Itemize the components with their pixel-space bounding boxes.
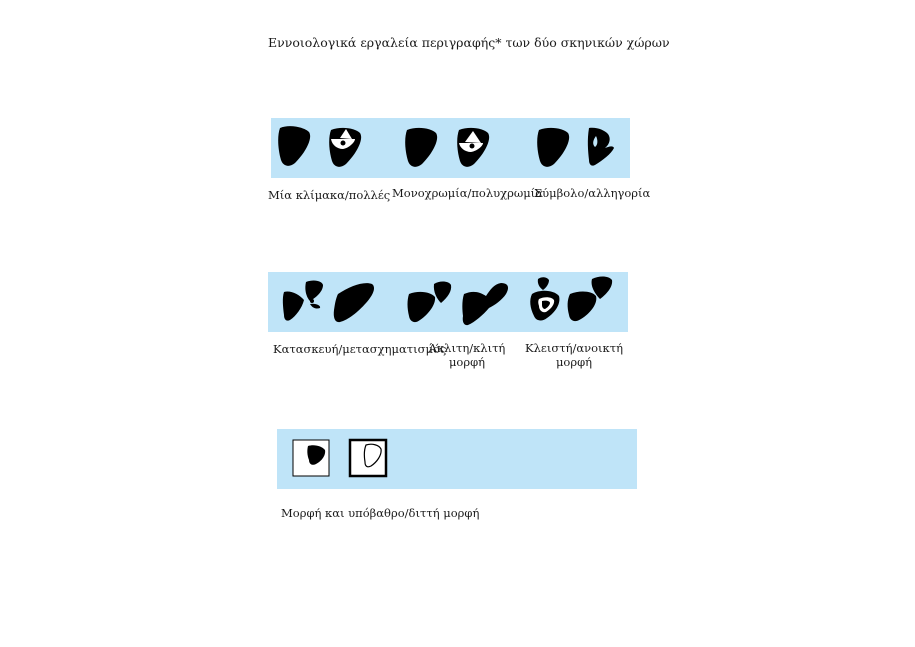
caption-unbent <box>425 341 509 369</box>
single-shape-icon <box>278 126 310 166</box>
caption-closed-line2: μορφή <box>555 355 593 369</box>
caption-unbent-line2: μορφή <box>448 355 486 369</box>
band-row-3 <box>277 429 637 489</box>
caption-closed-line1: Κλειστή/ανοικτή <box>525 341 623 355</box>
open-shape-icon <box>568 276 613 321</box>
monochrome-shape-icon <box>405 128 437 167</box>
transformation-shape-icon <box>334 283 374 322</box>
caption-unbent-line1: Άκλιτη/κλιτή <box>428 341 506 355</box>
band-row-1 <box>271 118 630 178</box>
row-3-shapes <box>277 429 637 489</box>
caption-scale: Μία κλίμακα/πολλές <box>268 188 391 202</box>
caption-construction: Κατασκευή/μετασχηματισμός <box>273 342 447 356</box>
nested-scale-shape-icon <box>329 128 361 167</box>
page-title: Εννοιολογικά εργαλεία περιγραφής* των δύο σκηνικών χώρων <box>268 35 670 50</box>
figure-ground-icon <box>293 440 329 476</box>
caption-symbol: Σύμβολο/αλληγορία <box>534 186 651 200</box>
caption-closed <box>522 341 626 369</box>
bent-shape-icon <box>462 283 508 325</box>
closed-shape-icon <box>530 277 559 320</box>
unbent-shape-icon <box>408 281 452 322</box>
allegory-shape-icon <box>588 128 614 166</box>
caption-figure-ground: Μορφή και υπόβαθρο/διττή μορφή <box>281 506 480 520</box>
band-row-2 <box>268 272 628 332</box>
caption-monochrome: Μονοχρωμία/πολυχρωμία <box>392 186 543 200</box>
row-2-shapes <box>268 272 628 332</box>
construction-shape-icon <box>283 281 323 321</box>
double-figure-icon <box>350 440 386 476</box>
row-1-shapes <box>271 118 630 178</box>
symbol-shape-icon <box>537 128 569 167</box>
polychrome-shape-icon <box>457 128 489 167</box>
